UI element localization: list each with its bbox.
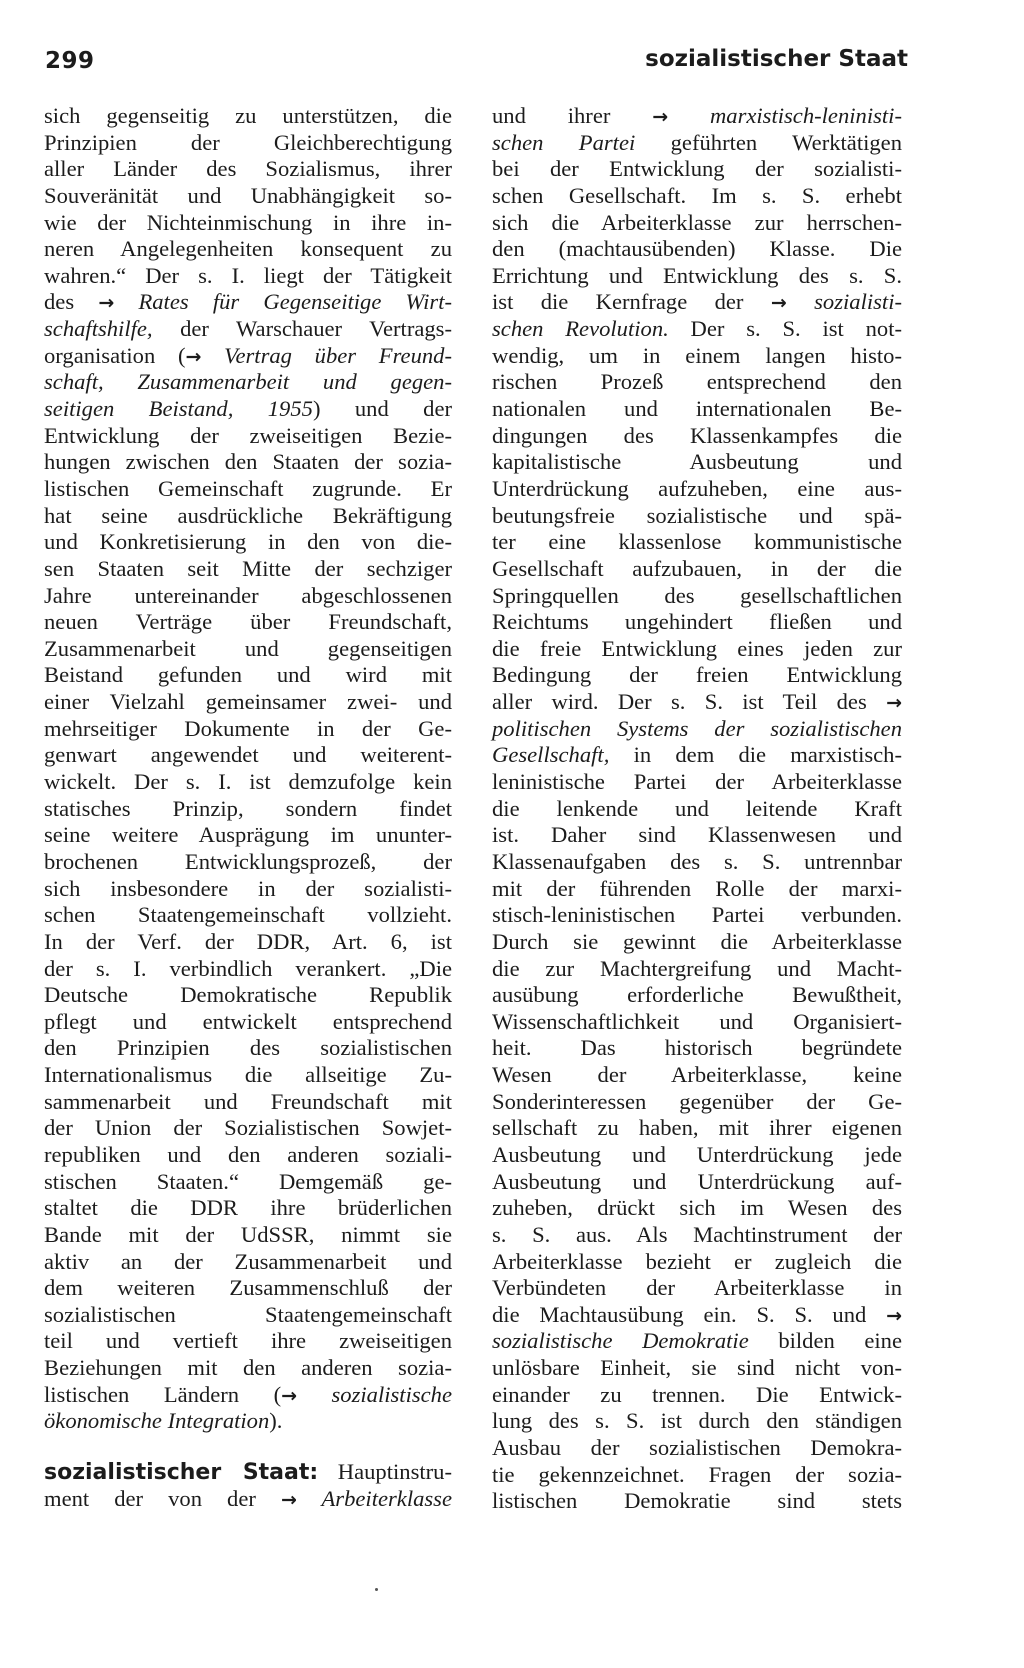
text-line: [492, 156, 902, 183]
text-line: [44, 956, 452, 983]
body-text: Sonderinteressen gegenüber der Ge-: [492, 1088, 902, 1114]
body-text: statisches Prinzip, sondern findet: [44, 795, 452, 821]
body-text: stischen Staaten.“ Demgemäß ge-: [44, 1168, 452, 1194]
text-line: [492, 716, 902, 743]
body-text: pflegt und entwickelt entsprechend: [44, 1008, 452, 1034]
text-line: [492, 1249, 902, 1276]
body-text: Deutsche Demokratische Republik: [44, 982, 452, 1008]
text-line: [492, 236, 902, 263]
body-text: sen Staaten seit Mitte der sechziger: [44, 555, 452, 581]
entry-gap: [44, 1435, 452, 1459]
text-line: [44, 1249, 452, 1276]
text-line: [44, 742, 452, 769]
body-text: leninistische Partei der Arbeiterklasse: [492, 769, 902, 795]
body-text: Verbündeten der Arbeiterklasse in: [492, 1275, 902, 1301]
body-text: listischen Ländern (: [44, 1381, 282, 1407]
cross-reference-term: Vertrag über Freund-: [201, 342, 453, 368]
text-line: [492, 1382, 902, 1409]
body-text: und ihrer: [492, 103, 653, 128]
right-column: [492, 103, 902, 1515]
body-text: organisation (: [44, 342, 186, 368]
text-line: [44, 1459, 452, 1486]
cross-reference-term: schen Partei: [492, 129, 636, 155]
body-text: hungen zwischen den Staaten der sozia-: [44, 449, 452, 475]
body-text: ment der von der: [44, 1485, 281, 1511]
body-text: Wesen der Arbeiterklasse, keine: [492, 1062, 902, 1088]
text-line: [44, 156, 452, 183]
text-line: [44, 1169, 452, 1196]
body-text: ist. Daher sind Klassenwesen und: [492, 822, 902, 848]
body-text: ausübung erforderliche Bewußtheit,: [492, 982, 902, 1008]
body-text: wie der Nichteinmischung in ihre in-: [44, 209, 452, 235]
body-text: schen Staatengemeinschaft vollzieht.: [44, 902, 452, 928]
text-line: [492, 769, 902, 796]
text-line: [492, 1488, 902, 1515]
body-text: staltet die DDR ihre brüderlichen: [44, 1195, 452, 1221]
body-text: Zusammenarbeit und gegenseitigen: [44, 635, 452, 661]
text-line: [492, 316, 902, 343]
left-column-body: [44, 103, 452, 1435]
text-line: [44, 556, 452, 583]
text-line: [492, 876, 902, 903]
cross-reference-arrow-icon: →: [185, 345, 202, 368]
body-text: Errichtung und Entwicklung des s. S.: [492, 262, 902, 288]
body-text: heit. Das historisch begründete: [492, 1035, 902, 1061]
body-text: neuen Verträge über Freundschaft,: [44, 609, 452, 635]
text-line: [492, 1462, 902, 1489]
text-line: [44, 822, 452, 849]
body-text: brochenen Entwicklungsprozeß, der: [44, 848, 452, 874]
text-line: [44, 902, 452, 929]
text-line: [492, 636, 902, 663]
cross-reference-arrow-icon: →: [280, 1488, 297, 1511]
body-text: wickelt. Der s. I. ist demzufolge kein: [44, 769, 452, 795]
body-text: Bedingung der freien Entwicklung: [492, 662, 902, 688]
body-text: schen Gesellschaft. Im s. S. erhebt: [492, 182, 902, 208]
body-text: dem weiteren Zusammenschluß der: [44, 1275, 452, 1301]
text-line: [492, 263, 902, 290]
text-line: [44, 1062, 452, 1089]
body-text: Arbeiterklasse bezieht er zugleich die: [492, 1248, 902, 1274]
text-line: [44, 1035, 452, 1062]
text-line: [44, 529, 452, 556]
body-text: rischen Prozeß entsprechend den: [492, 369, 902, 395]
body-text: in dem die marxistisch-: [609, 742, 902, 768]
text-line: [44, 343, 452, 370]
text-line: [492, 1169, 902, 1196]
body-text: ist die Kernfrage der: [492, 289, 771, 315]
body-text: der Warschauer Vertrags-: [152, 316, 452, 342]
text-line: [492, 689, 902, 716]
text-line: [44, 316, 452, 343]
body-text: unlösbare Einheit, sie sind nicht von-: [492, 1355, 902, 1381]
text-line: [44, 503, 452, 530]
text-line: [492, 103, 902, 130]
text-line: [492, 583, 902, 610]
text-line: [44, 796, 452, 823]
text-line: [492, 1435, 902, 1462]
body-text: mehrseitiger Dokumente in der Ge-: [44, 715, 452, 741]
cross-reference-arrow-icon: →: [770, 292, 787, 315]
body-text: einer Vielzahl gemeinsamer zwei- und: [44, 689, 452, 715]
body-text: beutungsfreie sozialistische und spä-: [492, 502, 902, 528]
text-line: [492, 796, 902, 823]
text-line: [492, 1009, 902, 1036]
text-line: [44, 689, 452, 716]
text-line: [492, 1089, 902, 1116]
text-line: [492, 1222, 902, 1249]
cross-reference-arrow-icon: →: [652, 106, 669, 128]
text-line: [492, 130, 902, 157]
body-text: Wissenschaftlichkeit und Organisiert-: [492, 1008, 902, 1034]
body-text: mit der führenden Rolle der marxi-: [492, 875, 902, 901]
text-line: [44, 1089, 452, 1116]
text-line: [492, 1142, 902, 1169]
body-text: sich die Arbeiterklasse zur herrschen-: [492, 209, 902, 235]
text-line: [492, 1355, 902, 1382]
body-text: geführten Werktätigen: [635, 129, 902, 155]
cross-reference-term: Rates für Gegenseitige Wirt-: [114, 289, 452, 315]
body-text: In der Verf. der DDR, Art. 6, ist: [44, 928, 452, 954]
text-line: [492, 849, 902, 876]
body-text: listischen Gemeinschaft zugrunde. Er: [44, 475, 452, 501]
text-line: [492, 1062, 902, 1089]
left-column: [44, 103, 452, 1512]
text-line: [44, 263, 452, 290]
body-text: kapitalistische Ausbeutung und: [492, 449, 902, 475]
text-line: [44, 1382, 452, 1409]
cross-reference-arrow-icon: →: [98, 292, 115, 315]
body-text: die Machtausübung ein. S. S. und: [492, 1301, 887, 1327]
cross-reference-term: schaft, Zusammenarbeit und gegen-: [44, 369, 452, 395]
body-text: Der s. S. ist not-: [668, 316, 902, 342]
body-text: aller Länder des Sozialismus, ihrer: [44, 156, 452, 182]
text-line: [44, 609, 452, 636]
text-line: [492, 183, 902, 210]
cross-reference-arrow-icon: →: [886, 692, 902, 715]
body-text: lung des s. S. ist durch den ständigen: [492, 1408, 902, 1434]
text-line: [44, 662, 452, 689]
body-text: Prinzipien der Gleichberechtigung: [44, 129, 452, 155]
text-line: [492, 1328, 902, 1355]
body-text: bilden eine: [748, 1328, 903, 1354]
body-text: tie gekennzeichnet. Fragen der sozia-: [492, 1461, 902, 1487]
cross-reference-term: Arbeiterklasse: [296, 1485, 453, 1511]
body-text: der Union der Sozialistischen Sowjet-: [44, 1115, 452, 1141]
cross-reference-term: politischen Systems der sozialistischen: [492, 715, 902, 741]
text-line: [44, 210, 452, 237]
text-line: [44, 1142, 452, 1169]
text-line: [44, 1115, 452, 1142]
text-line: [492, 742, 902, 769]
text-line: [44, 236, 452, 263]
text-line: [492, 822, 902, 849]
text-line: [44, 1009, 452, 1036]
text-line: [44, 1222, 452, 1249]
body-text: Durch sie gewinnt die Arbeiterklasse: [492, 928, 902, 954]
body-text: den Prinzipien des sozialistischen: [44, 1035, 452, 1061]
text-line: [44, 982, 452, 1009]
text-line: [44, 849, 452, 876]
text-line: [492, 1302, 902, 1329]
body-text: Jahre untereinander abgeschlossenen: [44, 582, 452, 608]
text-line: [492, 1035, 902, 1062]
text-line: [44, 103, 452, 130]
body-text: hat seine ausdrückliche Bekräftigung: [44, 502, 452, 528]
text-line: [44, 1328, 452, 1355]
body-text: s. S. aus. Als Machtinstrument der: [492, 1221, 902, 1247]
text-line: [44, 476, 452, 503]
text-line: [44, 583, 452, 610]
text-line: [44, 183, 452, 210]
entry-sozialistischer-staat: [44, 1459, 452, 1512]
print-speck: [375, 1588, 378, 1591]
body-text: ) und der: [312, 396, 452, 422]
text-line: [492, 503, 902, 530]
cross-reference-term: ökonomische Integration: [44, 1408, 270, 1434]
text-line: [44, 636, 452, 663]
text-line: [44, 369, 452, 396]
text-line: [44, 289, 452, 316]
text-line: [44, 1355, 452, 1382]
text-line: [492, 449, 902, 476]
page-number: 299: [45, 48, 95, 74]
text-line: [492, 929, 902, 956]
body-text: die zur Machtergreifung und Macht-: [492, 955, 902, 981]
body-text: genwart angewendet und weiterent-: [44, 742, 452, 768]
body-text: die lenkende und leitende Kraft: [492, 795, 902, 821]
cross-reference-term: schen Revolution.: [492, 316, 669, 342]
body-text: listischen Demokratie sind stets: [492, 1488, 902, 1514]
body-text: dingungen des Klassenkampfes die: [492, 422, 902, 448]
body-text: Internationalismus die allseitige Zu-: [44, 1062, 452, 1088]
text-line: [492, 423, 902, 450]
text-line: [44, 130, 452, 157]
entry-term: sozialistischer Staat:: [44, 1460, 319, 1486]
text-line: [492, 956, 902, 983]
body-text: bei der Entwicklung der sozialisti-: [492, 156, 902, 182]
body-text: wendig, um in einem langen histo-: [492, 342, 902, 368]
cross-reference-term: Gesellschaft,: [492, 742, 610, 768]
body-text: sozialistischen Staatengemeinschaft: [44, 1301, 452, 1327]
cross-reference-term: sozialisti-: [786, 289, 902, 315]
text-line: [44, 1486, 452, 1513]
body-text: aktiv an der Zusammenarbeit und: [44, 1248, 452, 1274]
body-text: neren Angelegenheiten konsequent zu: [44, 236, 452, 262]
body-text: Entwicklung der zweiseitigen Bezie-: [44, 422, 452, 448]
text-line: [492, 556, 902, 583]
body-text: Ausbeutung und Unterdrückung auf-: [492, 1168, 902, 1194]
body-text: sammenarbeit und Freundschaft mit: [44, 1088, 452, 1114]
body-text: ).: [269, 1408, 283, 1434]
text-line: [44, 716, 452, 743]
text-line: [492, 662, 902, 689]
text-line: [492, 1115, 902, 1142]
body-text: aller wird. Der s. S. ist Teil des: [492, 689, 887, 715]
text-line: [44, 929, 452, 956]
text-line: [44, 876, 452, 903]
cross-reference-term: seitigen Beistand, 1955: [44, 396, 313, 422]
body-text: Klassenaufgaben des s. S. untrennbar: [492, 848, 902, 874]
text-line: [44, 1302, 452, 1329]
body-text: stisch-leninistischen Partei verbunden.: [492, 902, 902, 928]
text-line: [44, 1275, 452, 1302]
text-line: [492, 289, 902, 316]
text-line: [492, 1275, 902, 1302]
body-text: Beistand gefunden und wird mit: [44, 662, 452, 688]
text-line: [44, 396, 452, 423]
text-line: [44, 423, 452, 450]
body-text: sellschaft zu haben, mit ihrer eigenen: [492, 1115, 902, 1141]
body-text: wahren.“ Der s. I. liegt der Tätigkeit: [44, 262, 452, 288]
text-line: [492, 343, 902, 370]
body-text: ter eine klassenlose kommunistische: [492, 529, 902, 555]
text-line: [492, 529, 902, 556]
text-line: [44, 769, 452, 796]
text-line: [44, 449, 452, 476]
body-text: der s. I. verbindlich verankert. „Die: [44, 955, 452, 981]
text-line: [492, 1408, 902, 1435]
body-text: teil und vertieft ihre zweiseitigen: [44, 1328, 452, 1354]
text-line: [492, 396, 902, 423]
body-text: des: [44, 289, 99, 315]
body-text: Reichtums ungehindert fließen und: [492, 609, 902, 635]
text-line: [44, 1195, 452, 1222]
body-text: seine weitere Ausprägung im ununter-: [44, 822, 452, 848]
text-line: [492, 476, 902, 503]
body-text: republiken und den anderen soziali-: [44, 1141, 452, 1167]
cross-reference-term: sozialistische Demokratie: [492, 1328, 749, 1354]
text-line: [492, 609, 902, 636]
body-text: Beziehungen mit den anderen sozia-: [44, 1355, 452, 1381]
body-text: Hauptinstru-: [318, 1459, 452, 1485]
text-line: [44, 1408, 452, 1435]
body-text: einander zu trennen. Die Entwick-: [492, 1381, 902, 1407]
body-text: sich insbesondere in der sozialisti-: [44, 875, 452, 901]
body-text: zuheben, drückt sich im Wesen des: [492, 1195, 902, 1221]
body-text: Ausbau der sozialistischen Demokra-: [492, 1435, 902, 1461]
body-text: die freie Entwicklung eines jeden zur: [492, 635, 902, 661]
body-text: Souveränität und Unabhängigkeit so-: [44, 182, 452, 208]
cross-reference-arrow-icon: →: [281, 1384, 298, 1407]
text-line: [492, 210, 902, 237]
body-text: Ausbeutung und Unterdrückung jede: [492, 1141, 902, 1167]
text-line: [492, 982, 902, 1009]
cross-reference-term: schaftshilfe,: [44, 316, 153, 342]
cross-reference-arrow-icon: →: [886, 1304, 902, 1327]
text-line: [492, 369, 902, 396]
cross-reference-term: sozialistische: [297, 1381, 452, 1407]
body-text: Springquellen des gesellschaftlichen: [492, 582, 902, 608]
body-text: nationalen und internationalen Be-: [492, 396, 902, 422]
body-text: sich gegenseitig zu unterstützen, die: [44, 103, 452, 128]
text-line: [492, 902, 902, 929]
running-head: sozialistischer Staat: [645, 46, 908, 72]
body-text: den (machtausübenden) Klasse. Die: [492, 236, 902, 262]
body-text: Gesellschaft aufzubauen, in der die: [492, 555, 902, 581]
body-text: Unterdrückung aufzuheben, eine aus-: [492, 475, 902, 501]
text-line: [492, 1195, 902, 1222]
cross-reference-term: marxistisch-leninisti-: [668, 103, 902, 128]
body-text: Bande mit der UdSSR, nimmt sie: [44, 1221, 452, 1247]
body-text: und Konkretisierung in den von die-: [44, 529, 452, 555]
